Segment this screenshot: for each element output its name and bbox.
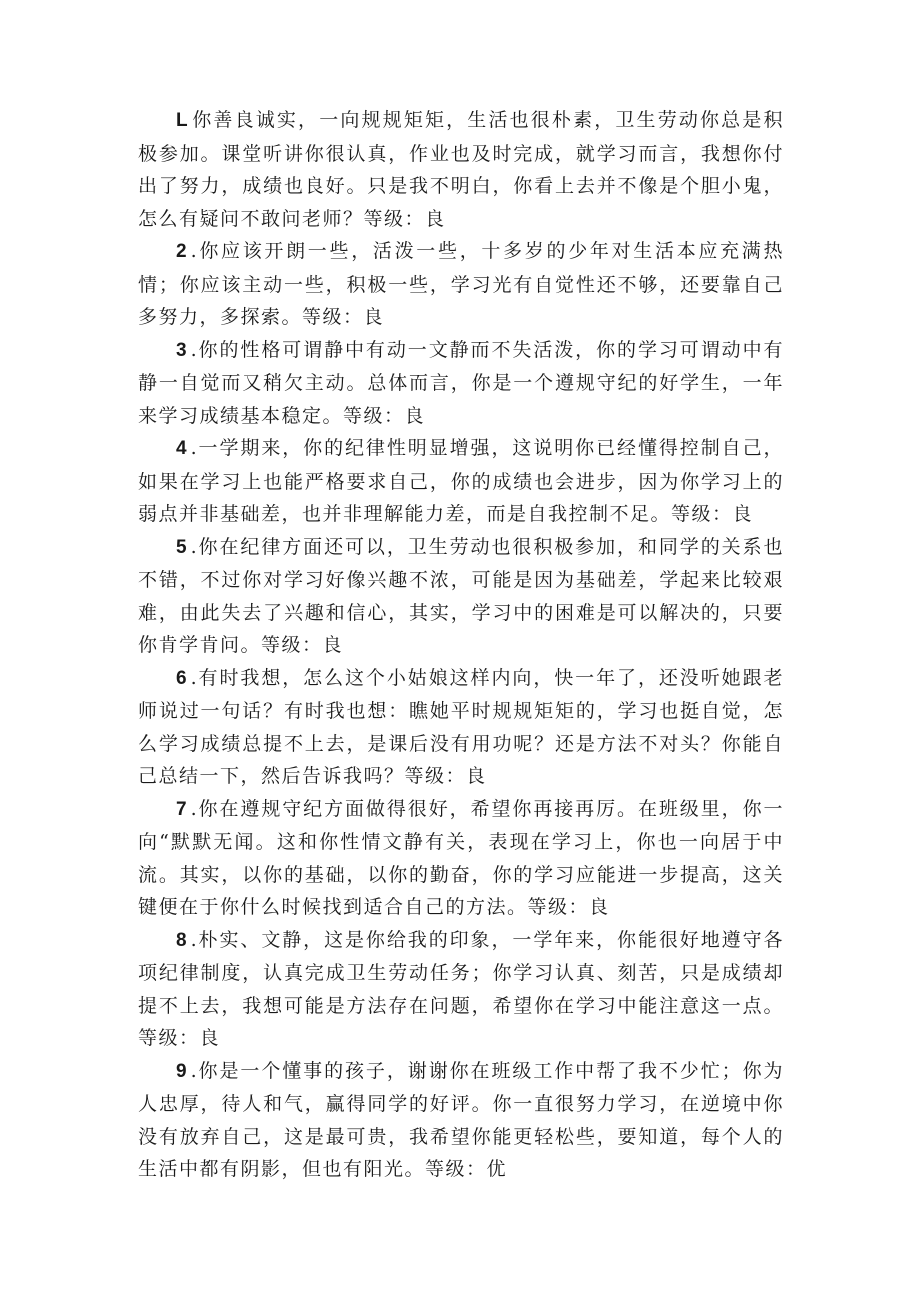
comment-item	[138, 924, 784, 1055]
comment-number: 4	[176, 438, 187, 459]
comment-number: 7	[176, 798, 187, 820]
comment-text: .你是一个懂事的孩子，谢谢你在班级工作中帮了我不少忙；你为人忠厚，待人和气，赢得同学的好评。你一直很努力学习，在逆境中你没有放弃自己，这是最可贵，我希望你能更轻松些，要知道，每个人的生活中都有阴影，但也有阳光。等级：优	[138, 1059, 784, 1180]
comment-number: 8	[176, 929, 187, 951]
comment-item	[138, 531, 784, 662]
comment-number: 2	[176, 241, 187, 262]
comment-item	[138, 1055, 784, 1186]
comment-text: .有时我想，怎么这个小姑娘这样内向，快一年了，还没听她跟老师说过一句话？有时我也想：瞧她平时规规矩矩的，学习也挺自觉，怎么学习成绩总提不上去，是课后没有用功呢？还是方法不对头？你能自己总结一下，然后告诉我吗？等级：良	[138, 666, 784, 787]
comment-text: .朴实、文静，这是你给我的印象，一学年来，你能很好地遵守各项纪律制度，认真完成卫生劳动任务；你学习认真、刻苦，只是成绩却提不上去，我想可能是方法存在问题，希望你在学习中能注意这一点。等级：良	[138, 928, 784, 1049]
comment-text: .一学期来，你的纪律性明显增强，这说明你已经懂得控制自己，如果在学习上也能严格要求自己，你的成绩也会进步，因为你学习上的弱点并非基础差，也并非理解能力差，而是自我控制不足。等级：良	[138, 437, 784, 525]
comment-list	[138, 104, 784, 1186]
comment-text: .你在遵规守纪方面做得很好，希望你再接再厉。在班级里，你一向“默默无闻。这和你性情文静有关，表现在学习上，你也一向居于中流。其实，以你的基础，以你的勤奋，你的学习应能进一步提高，这关键便在于你什么时候找到适合自己的方法。等级：良	[138, 797, 784, 918]
comment-item	[138, 793, 784, 924]
comment-number: 9	[176, 1060, 187, 1082]
comment-text: .你应该开朗一些，活泼一些，十多岁的少年对生活本应充满热情；你应该主动一些，积极一些，学习光有自觉性还不够，还要靠自己多努力，多探索。等级：良	[138, 240, 784, 328]
comment-number: 5	[176, 536, 187, 558]
comment-item	[138, 662, 784, 793]
comment-text: .你在纪律方面还可以，卫生劳动也很积极参加，和同学的关系也不错，不过你对学习好像兴趣不浓，可能是因为基础差，学起来比较艰难，由此失去了兴趣和信心，其实，学习中的困难是可以解决的，只要你肯学肯问。等级：良	[138, 535, 784, 656]
comment-item	[138, 334, 784, 433]
comment-text: 你善良诚实，一向规规矩矩，生活也很朴素，卫生劳动你总是积极参加。课堂听讲你很认真，作业也及时完成，就学习而言，我想你付出了努力，成绩也良好。只是我不明白，你看上去并不像是个胆小鬼，怎么有疑问不敢问老师？等级：良	[138, 109, 784, 230]
comment-number: 3	[176, 339, 187, 361]
comment-item	[138, 235, 784, 334]
comment-number: 6	[176, 667, 187, 689]
comment-item	[138, 104, 784, 235]
comment-number: L	[176, 110, 188, 131]
comment-item	[138, 432, 784, 531]
comment-text: .你的性格可谓静中有动一文静而不失活泼，你的学习可谓动中有静一自觉而又稍欠主动。总体而言，你是一个遵规守纪的好学生，一年来学习成绩基本稳定。等级：良	[138, 338, 784, 427]
